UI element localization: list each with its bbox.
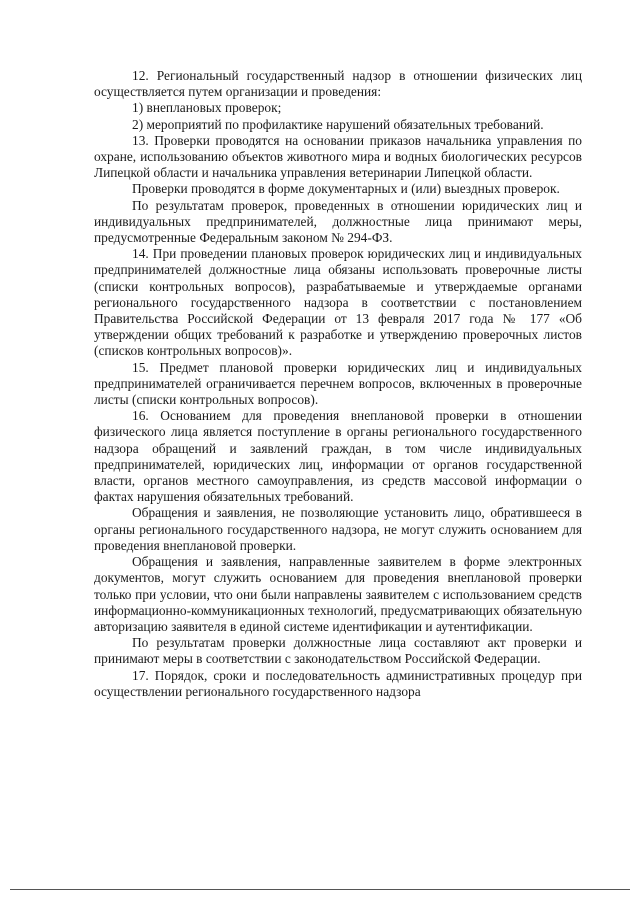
paragraph-inspection-results: По результатам проверок, проведенных в отношении юридических лиц и индивидуальных предпринимателей, должностные лица принимают меры, предусмотренные Федеральным законом № 294-ФЗ. [94, 197, 582, 246]
paragraph-12: 12. Региональный государственный надзор в отношении физических лиц осуществляется путем организации и проведения: [94, 68, 582, 100]
paragraph-13: 13. Проверки проводятся на основании приказов начальника управления по охране, использованию объектов животного мира и водных биологических ресурсов Липецкой области и начальника управления ветеринарии Липецкой области. [94, 132, 582, 181]
paragraph-inspection-act: По результатам проверки должностные лица составляют акт проверки и принимают меры в соответствии с законодательством Российской Федерации. [94, 635, 582, 667]
paragraph-inspection-forms: Проверки проводятся в форме документарных и (или) выездных проверок. [132, 181, 560, 197]
list-item-2: 2) мероприятий по профилактике нарушений обязательных требований. [132, 116, 544, 132]
paragraph-17: 17. Порядок, сроки и последовательность административных процедур при осуществлении регионального государственного надзора [94, 667, 582, 699]
paragraph-14: 14. При проведении плановых проверок юридических лиц и индивидуальных предпринимателей должностные лица обязаны использовать проверочные листы (списки контрольных вопросов), разрабатываемые и утверждаемые органами регионального государственного надзора в соответствии с постановлением Правительства Российской Федерации от 13 февраля 2017 года № 177 «Об утверждении общих требований к разработке и утверждению проверочных листов (списков контрольных вопросов)». [94, 246, 582, 359]
list-item-1: 1) внеплановых проверок; [132, 100, 282, 116]
paragraph-15: 15. Предмет плановой проверки юридических лиц и индивидуальных предпринимателей ограничивается перечнем вопросов, включенных в проверочные листы (списки контрольных вопросов). [94, 359, 582, 408]
paragraph-anonymous-appeals: Обращения и заявления, не позволяющие установить лицо, обратившееся в органы регионального государственного надзора, не могут служить основанием для проведения внеплановой проверки. [94, 505, 582, 553]
paragraph-16: 16. Основанием для проведения внеплановой проверки в отношении физического лица является поступление в органы регионального государственного надзора обращений и заявлений граждан, в том числе индивидуальных предпринимателей, юридических лиц, информации от органов государственной власти, органов местного самоуправления, из средств массовой информации о фактах нарушения обязательных требований. [94, 408, 582, 505]
document-body [94, 68, 582, 700]
paragraph-electronic-appeals: Обращения и заявления, направленные заявителем в форме электронных документов, могут служить основанием для проведения внеплановой проверки только при условии, что они были направлены заявителем с использованием средств информационно-коммуникационных технологий, предусматривающих обязательную авторизацию заявителя в единой системе идентификации и аутентификации. [94, 554, 582, 634]
bottom-rule [10, 889, 630, 890]
